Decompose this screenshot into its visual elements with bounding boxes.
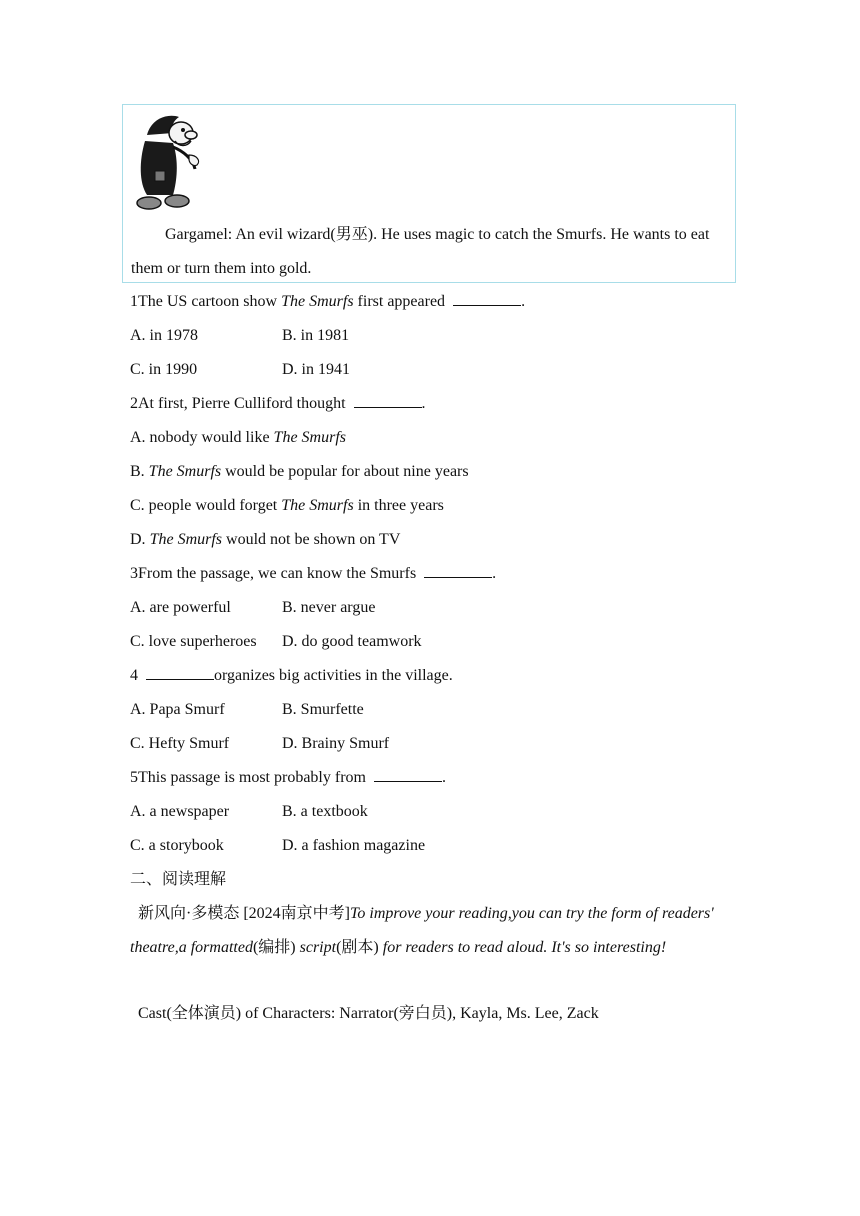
q4-options-row-1: [130, 693, 530, 727]
question-5: 5This passage is most probably from .: [130, 769, 446, 786]
option-d[interactable]: D. in 1941: [282, 361, 350, 378]
q3-options-row-2: [130, 625, 530, 659]
option-c[interactable]: C. in 1990: [130, 361, 198, 378]
option-c[interactable]: C. a storybook: [130, 837, 224, 854]
option-d[interactable]: D. Brainy Smurf: [282, 735, 390, 752]
option-b[interactable]: B. in 1981: [282, 327, 350, 344]
option-d[interactable]: D. do good teamwork: [282, 633, 422, 650]
question-2: 2At first, Pierre Culliford thought .: [130, 395, 426, 412]
option-a[interactable]: A. are powerful: [130, 599, 231, 616]
q5-options-row-2: [130, 829, 530, 863]
answer-blank[interactable]: [146, 665, 214, 680]
question-4: 4 organizes big activities in the village.: [130, 667, 453, 684]
option-a[interactable]: A. in 1978: [130, 327, 198, 344]
question-1: 1The US cartoon show The Smurfs first appeared .: [130, 293, 526, 310]
option-b[interactable]: B. Smurfette: [282, 701, 364, 718]
character-box: [122, 104, 736, 283]
option-a[interactable]: A. nobody would like The Smurfs: [130, 429, 346, 446]
option-a[interactable]: A. Papa Smurf: [130, 701, 225, 718]
q3-options-row-1: [130, 591, 530, 625]
q4-options-row-2: [130, 727, 530, 761]
section-intro-paragraph: 新风向·多模态 [2024南京中考]To improve your reading,you can try the form of readers' theatre,a formatted(编排) script(剧本) for readers to read aloud. It's so interesting!: [130, 905, 714, 956]
answer-blank[interactable]: [354, 393, 422, 408]
q1-options-row-2: [130, 353, 530, 387]
option-b[interactable]: B. The Smurfs would be popular for about nine years: [130, 463, 469, 480]
cast-list: Cast(全体演员) of Characters: Narrator(旁白员), Kayla, Ms. Lee, Zack: [138, 1005, 599, 1022]
q5-options-row-1: [130, 795, 530, 829]
option-c[interactable]: C. love superheroes: [130, 633, 257, 650]
answer-blank[interactable]: [453, 291, 521, 306]
question-3: 3From the passage, we can know the Smurfs .: [130, 565, 497, 582]
answer-blank[interactable]: [374, 767, 442, 782]
option-b[interactable]: B. a textbook: [282, 803, 368, 820]
gargamel-illustration: [133, 111, 205, 215]
answer-blank[interactable]: [424, 563, 492, 578]
option-a[interactable]: A. a newspaper: [130, 803, 230, 820]
q1-options-row-1: [130, 319, 530, 353]
option-d[interactable]: D. The Smurfs would not be shown on TV: [130, 531, 401, 548]
option-d[interactable]: D. a fashion magazine: [282, 837, 426, 854]
section-heading: 二、阅读理解: [130, 871, 227, 888]
option-c[interactable]: C. people would forget The Smurfs in three years: [130, 497, 444, 514]
option-b[interactable]: B. never argue: [282, 599, 376, 616]
character-description: Gargamel: An evil wizard(男巫). He uses magic to catch the Smurfs. He wants to eat them or turn them into gold.: [131, 226, 710, 277]
option-c[interactable]: C. Hefty Smurf: [130, 735, 230, 752]
